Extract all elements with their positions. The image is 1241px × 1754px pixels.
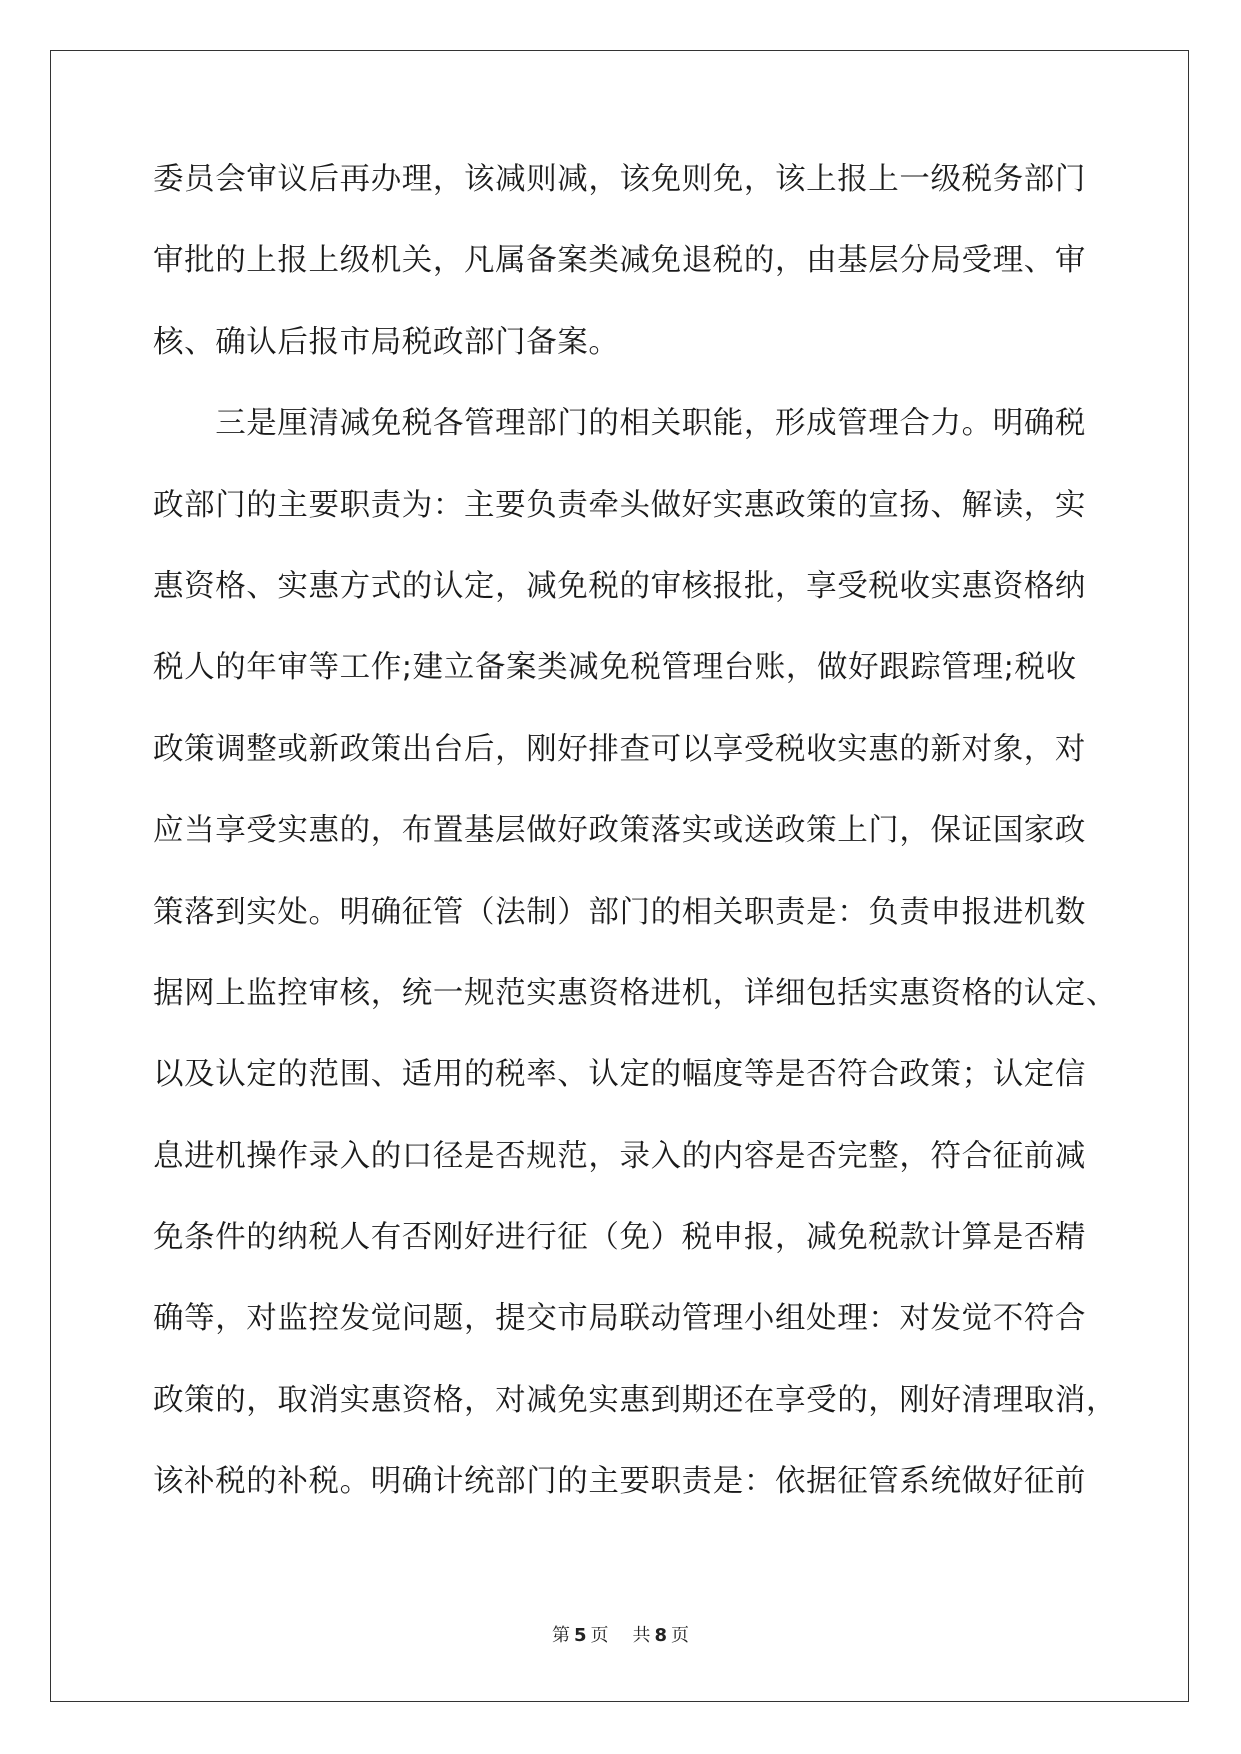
text-line: 策落到实处。明确征管（法制）部门的相关职责是：负责申报进机数 [153, 894, 1086, 930]
footer-total-prefix: 共 [632, 1625, 651, 1646]
text-line: 息进机操作录入的口径是否规范，录入的内容是否完整，符合征前减 [153, 1138, 1086, 1174]
text-line: 政部门的主要职责为：主要负责牵头做好实惠政策的宣扬、解读，实 [153, 487, 1086, 523]
footer-total-suffix: 页 [671, 1625, 690, 1646]
text-line: 政策的，取消实惠资格，对减免实惠到期还在享受的，刚好清理取消， [153, 1382, 1118, 1418]
text-line: 确等，对监控发觉问题，提交市局联动管理小组处理：对发觉不符合 [153, 1301, 1086, 1337]
footer-prefix: 第 [551, 1625, 570, 1646]
text-line: 据网上监控审核，统一规范实惠资格进机，详细包括实惠资格的认定、 [153, 975, 1118, 1011]
text-line: 委员会审议后再办理，该减则减，该免则免，该上报上一级税务部门 [153, 162, 1086, 197]
text-line: 应当享受实惠的，布置基层做好政策落实或送政策上门，保证国家政 [153, 813, 1086, 849]
document-body [153, 157, 1118, 1541]
text-line: 惠资格、实惠方式的认定，减免税的审核报批，享受税收实惠资格纳 [153, 568, 1086, 604]
text-line: 以及认定的范围、适用的税率、认定的幅度等是否符合政策；认定信 [153, 1057, 1086, 1093]
text-line: 政策调整或新政策出台后，刚好排查可以享受税收实惠的新对象，对 [153, 731, 1086, 767]
text-line: 审批的上报上级机关，凡属备案类减免退税的，由基层分局受理、审 [153, 243, 1086, 279]
total-pages-number: 8 [654, 1625, 668, 1646]
text-line: 三是厘清减免税各管理部门的相关职能，形成管理合力。明确税 [153, 406, 1086, 442]
current-page-number: 5 [573, 1625, 587, 1646]
footer-page-suffix: 页 [590, 1625, 609, 1646]
text-line: 免条件的纳税人有否刚好进行征（免）税申报，减免税款计算是否精 [153, 1220, 1086, 1256]
text-line: 该补税的补税。明确计统部门的主要职责是：依据征管系统做好征前 [153, 1464, 1086, 1500]
text-line: 税人的年审等工作;建立备案类减免税管理台账，做好跟踪管理;税收 [153, 650, 1077, 686]
text-line: 核、确认后报市局税政部门备案。 [153, 324, 620, 360]
page-footer [0, 1621, 1241, 1647]
